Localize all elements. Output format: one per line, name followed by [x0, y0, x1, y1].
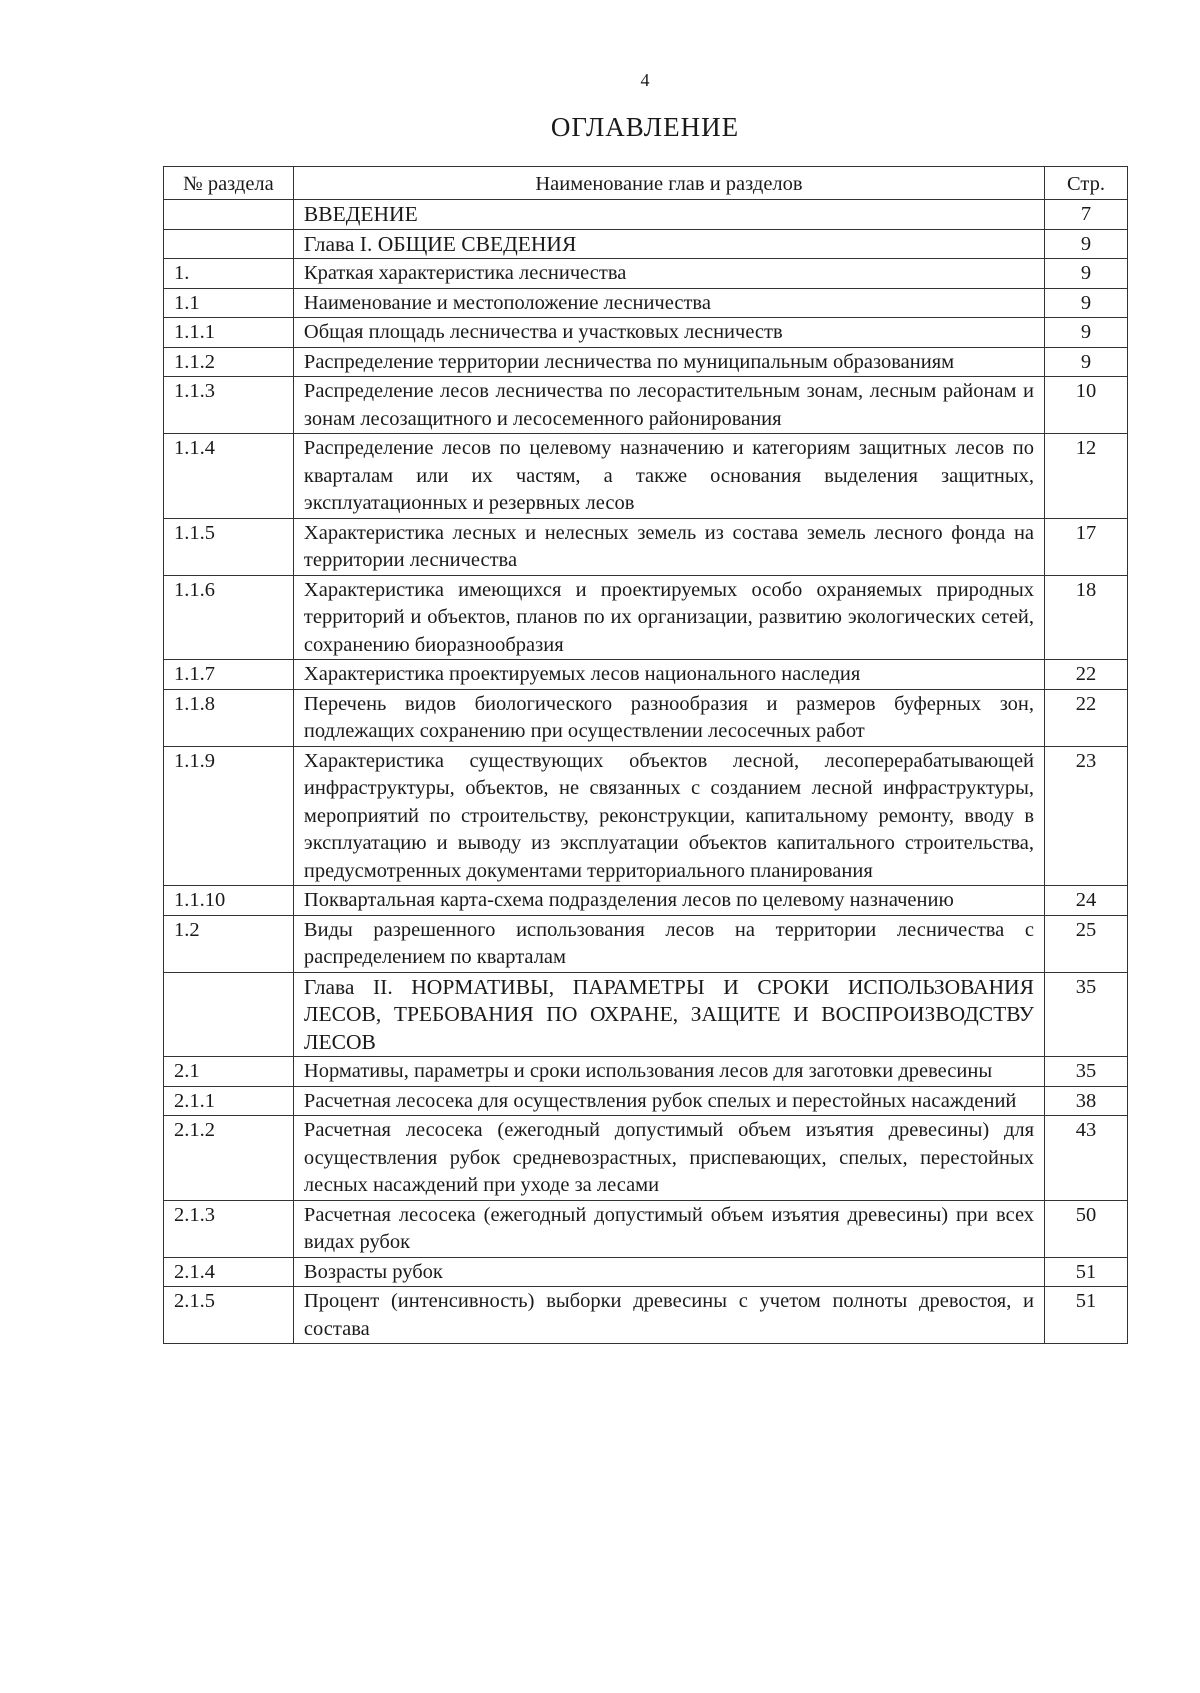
header-section-title: Наименование глав и разделов	[293, 167, 1044, 200]
table-row	[164, 518, 1128, 575]
section-page: 50	[1045, 1200, 1128, 1257]
section-title: Расчетная лесосека (ежегодный допустимый объем изъятия древесины) для осуществления рубок средневозрастных, приспевающих, спелых, перестойных лесных насаждений при уходе за лесами	[293, 1116, 1044, 1201]
section-page: 25	[1045, 915, 1128, 972]
section-number: 1.1.6	[164, 575, 294, 660]
section-number	[164, 229, 294, 259]
section-number: 1.1.10	[164, 886, 294, 916]
section-title: ВВЕДЕНИЕ	[293, 200, 1044, 230]
section-page: 51	[1045, 1287, 1128, 1344]
section-number: 1.1.3	[164, 377, 294, 434]
section-number: 1.2	[164, 915, 294, 972]
section-number	[164, 200, 294, 230]
section-page: 43	[1045, 1116, 1128, 1201]
section-title: Виды разрешенного использования лесов на территории лесничества с распределением по кварталам	[293, 915, 1044, 972]
section-title: Распределение лесов лесничества по лесорастительным зонам, лесным районам и зонам лесозащитного и лесосеменного районирования	[293, 377, 1044, 434]
section-number: 1.	[164, 259, 294, 289]
table-row	[164, 972, 1128, 1057]
table-row	[164, 259, 1128, 289]
section-number: 2.1.2	[164, 1116, 294, 1201]
section-page: 17	[1045, 518, 1128, 575]
table-row	[164, 1116, 1128, 1201]
section-title: Наименование и местоположение лесничества	[293, 288, 1044, 318]
table-row	[164, 1200, 1128, 1257]
table-row	[164, 689, 1128, 746]
section-number	[164, 972, 294, 1057]
section-page: 35	[1045, 1057, 1128, 1087]
table-row	[164, 347, 1128, 377]
section-number: 2.1.1	[164, 1086, 294, 1116]
section-page: 9	[1045, 259, 1128, 289]
section-number: 1.1.9	[164, 746, 294, 886]
section-number: 1.1.8	[164, 689, 294, 746]
section-title: Характеристика лесных и нелесных земель из состава земель лесного фонда на территории лесничества	[293, 518, 1044, 575]
table-row	[164, 288, 1128, 318]
table-row	[164, 1257, 1128, 1287]
section-page: 38	[1045, 1086, 1128, 1116]
section-page: 22	[1045, 689, 1128, 746]
table-of-contents	[163, 166, 1128, 1344]
section-page: 22	[1045, 660, 1128, 690]
section-title: Процент (интенсивность) выборки древесины с учетом полноты древостоя, и состава	[293, 1287, 1044, 1344]
section-page: 18	[1045, 575, 1128, 660]
section-title: Характеристика имеющихся и проектируемых особо охраняемых природных территорий и объектов, планов по их организации, развитию экологических сетей, сохранению биоразнообразия	[293, 575, 1044, 660]
document-title: ОГЛАВЛЕНИЕ	[550, 112, 740, 142]
table-row	[164, 915, 1128, 972]
table-row	[164, 377, 1128, 434]
section-number: 1.1.7	[164, 660, 294, 690]
section-number: 1.1.5	[164, 518, 294, 575]
section-number: 2.1.3	[164, 1200, 294, 1257]
section-title: Общая площадь лесничества и участковых лесничеств	[293, 318, 1044, 348]
table-row	[164, 434, 1128, 519]
table-row	[164, 1086, 1128, 1116]
section-title: Расчетная лесосека для осуществления рубок спелых и перестойных насаждений	[293, 1086, 1044, 1116]
page-number: 4	[640, 70, 650, 90]
section-title: Характеристика проектируемых лесов национального наследия	[293, 660, 1044, 690]
section-number: 1.1.4	[164, 434, 294, 519]
table-row	[164, 318, 1128, 348]
section-title: Распределение территории лесничества по муниципальным образованиям	[293, 347, 1044, 377]
section-title: Краткая характеристика лесничества	[293, 259, 1044, 289]
table-row	[164, 229, 1128, 259]
table-row	[164, 1057, 1128, 1087]
section-title: Нормативы, параметры и сроки использования лесов для заготовки древесины	[293, 1057, 1044, 1087]
header-page: Стр.	[1045, 167, 1128, 200]
section-title: Перечень видов биологического разнообразия и размеров буферных зон, подлежащих сохранению при осуществлении лесосечных работ	[293, 689, 1044, 746]
section-title: Расчетная лесосека (ежегодный допустимый объем изъятия древесины) при всех видах рубок	[293, 1200, 1044, 1257]
toc-body	[164, 200, 1128, 1344]
section-number: 1.1.1	[164, 318, 294, 348]
section-number: 2.1.4	[164, 1257, 294, 1287]
section-title: Распределение лесов по целевому назначению и категориям защитных лесов по кварталам или их частям, а также основания выделения защитных, эксплуатационных и резервных лесов	[293, 434, 1044, 519]
table-row	[164, 886, 1128, 916]
section-page: 9	[1045, 288, 1128, 318]
section-page: 35	[1045, 972, 1128, 1057]
table-row	[164, 660, 1128, 690]
section-number: 2.1.5	[164, 1287, 294, 1344]
section-page: 12	[1045, 434, 1128, 519]
section-page: 9	[1045, 347, 1128, 377]
header-section-number: № раздела	[164, 167, 294, 200]
section-page: 7	[1045, 200, 1128, 230]
section-page: 9	[1045, 318, 1128, 348]
section-page: 10	[1045, 377, 1128, 434]
table-row	[164, 746, 1128, 886]
section-number: 1.1.2	[164, 347, 294, 377]
section-number: 1.1	[164, 288, 294, 318]
section-title: Глава II. НОРМАТИВЫ, ПАРАМЕТРЫ И СРОКИ ИСПОЛЬЗОВАНИЯ ЛЕСОВ, ТРЕБОВАНИЯ ПО ОХРАНЕ, ЗАЩИТЕ И ВОСПРОИЗВОДСТВУ ЛЕСОВ	[293, 972, 1044, 1057]
section-title: Характеристика существующих объектов лесной, лесоперерабатывающей инфраструктуры, объектов, не связанных с созданием лесной инфраструктуры, мероприятий по строительству, реконструкции, капитальному ремонту, вводу в эксплуатацию и выводу из эксплуатации объектов капитального строительства, предусмотренных документами территориального планирования	[293, 746, 1044, 886]
table-row	[164, 1287, 1128, 1344]
section-number: 2.1	[164, 1057, 294, 1087]
section-page: 51	[1045, 1257, 1128, 1287]
table-row	[164, 575, 1128, 660]
section-page: 23	[1045, 746, 1128, 886]
section-page: 24	[1045, 886, 1128, 916]
section-title: Поквартальная карта-схема подразделения лесов по целевому назначению	[293, 886, 1044, 916]
section-title: Глава I. ОБЩИЕ СВЕДЕНИЯ	[293, 229, 1044, 259]
table-row	[164, 200, 1128, 230]
section-title: Возрасты рубок	[293, 1257, 1044, 1287]
header-row	[164, 167, 1128, 200]
section-page: 9	[1045, 229, 1128, 259]
